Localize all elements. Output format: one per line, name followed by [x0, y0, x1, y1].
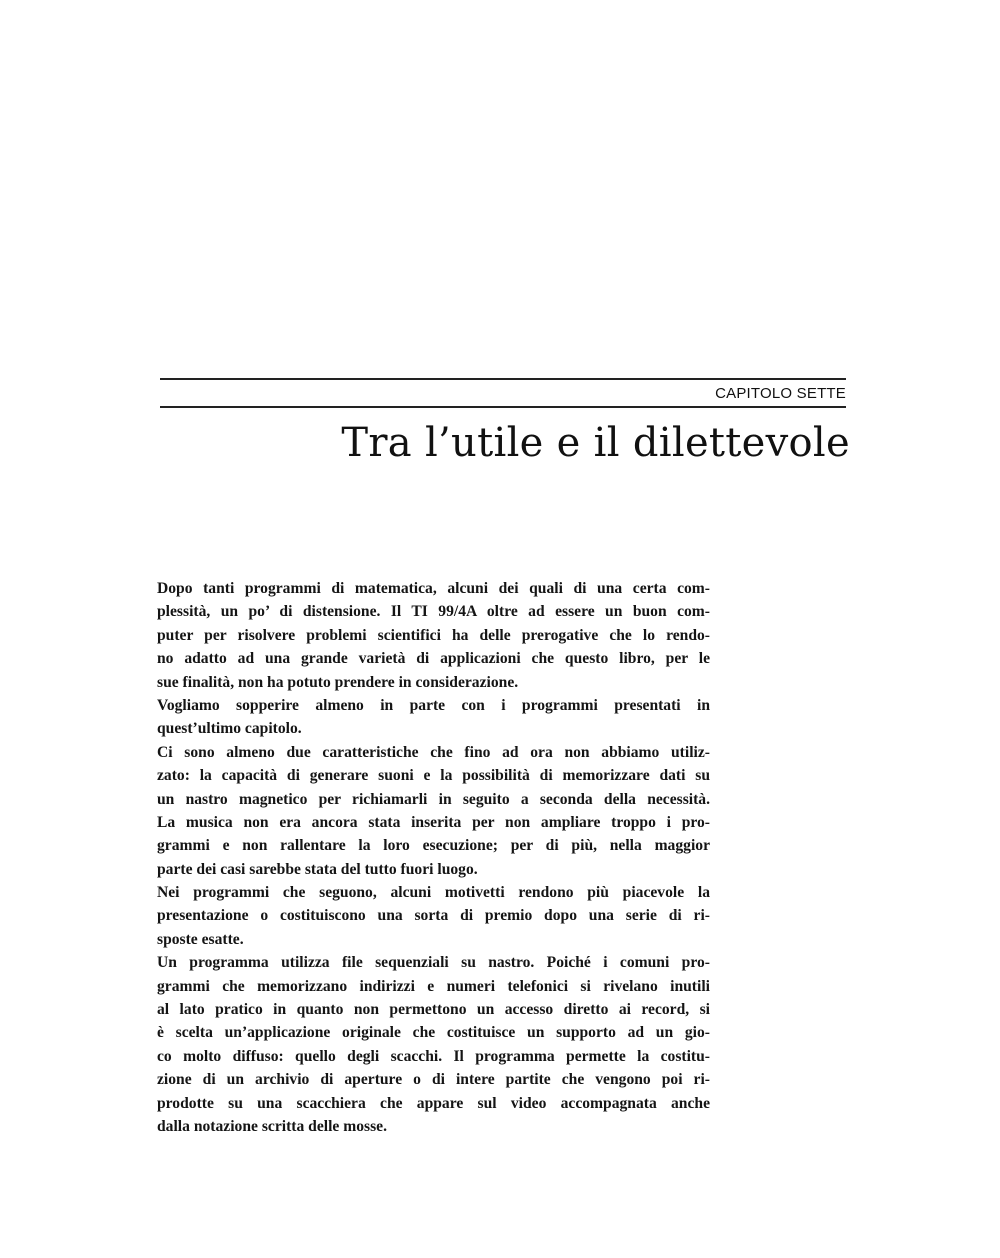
body-text — [157, 577, 710, 1138]
text-line: sue finalità, non ha potuto prendere in considerazione. — [157, 673, 519, 691]
text-line: La musica non era ancora stata inserita per non ampliare troppo i pro- — [157, 813, 710, 831]
text-line: prodotte su una scacchiera che appare sul video accompagnata anche — [157, 1094, 710, 1112]
text-line: al lato pratico in quanto non permettono un accesso diretto ai record, si — [157, 1001, 710, 1019]
text-line: no adatto ad una grande varietà di applicazioni che questo libro, per le — [157, 650, 710, 668]
text-line: co molto diffuso: quello degli scacchi. Il programma permette la costitu- — [157, 1047, 710, 1065]
text-line: zato: la capacità di generare suoni e la possibilità di memorizzare dati su — [157, 767, 710, 785]
text-line: un nastro magnetico per richiamarli in seguito a seconda della necessità. — [157, 790, 710, 808]
chapter-bottom-rule — [160, 406, 846, 408]
text-line: dalla notazione scritta delle mosse. — [157, 1117, 387, 1135]
chapter-label: CAPITOLO SETTE — [715, 385, 846, 402]
text-line: quest’ultimo capitolo. — [157, 720, 302, 738]
chapter-top-rule — [160, 378, 846, 380]
text-line: puter per risolvere problemi scientifici ha delle prerogative che lo rendo- — [157, 626, 710, 644]
text-line: Nei programmi che seguono, alcuni motivetti rendono più piacevole la — [157, 884, 710, 902]
chapter-title: Tra l’utile e il dilettevole — [341, 420, 850, 466]
text-line: parte dei casi sarebbe stata del tutto fuori luogo. — [157, 860, 478, 878]
text-line: zione di un archivio di aperture o di intere partite che vengono poi ri- — [157, 1071, 710, 1089]
text-line: Vogliamo sopperire almeno in parte con i programmi presentati in — [157, 696, 710, 714]
text-line: Ci sono almeno due caratteristiche che fino ad ora non abbiamo utiliz- — [157, 743, 710, 761]
text-line: grammi che memorizzano indirizzi e numeri telefonici si rivelano inutili — [157, 977, 710, 995]
text-line: è scelta un’applicazione originale che costituisce un supporto ad un gio- — [157, 1024, 710, 1042]
text-line: plessità, un po’ di distensione. Il TI 99/4A oltre ad essere un buon com- — [157, 603, 710, 621]
text-line: Dopo tanti programmi di matematica, alcuni dei quali di una certa com- — [157, 580, 710, 597]
text-line: presentazione o costituiscono una sorta di premio dopo una serie di ri- — [157, 907, 710, 925]
text-line: sposte esatte. — [157, 930, 244, 948]
text-line: grammi e non rallentare la loro esecuzione; per di più, nella maggior — [157, 837, 710, 855]
text-line: Un programma utilizza file sequenziali su nastro. Poiché i comuni pro- — [157, 954, 710, 972]
